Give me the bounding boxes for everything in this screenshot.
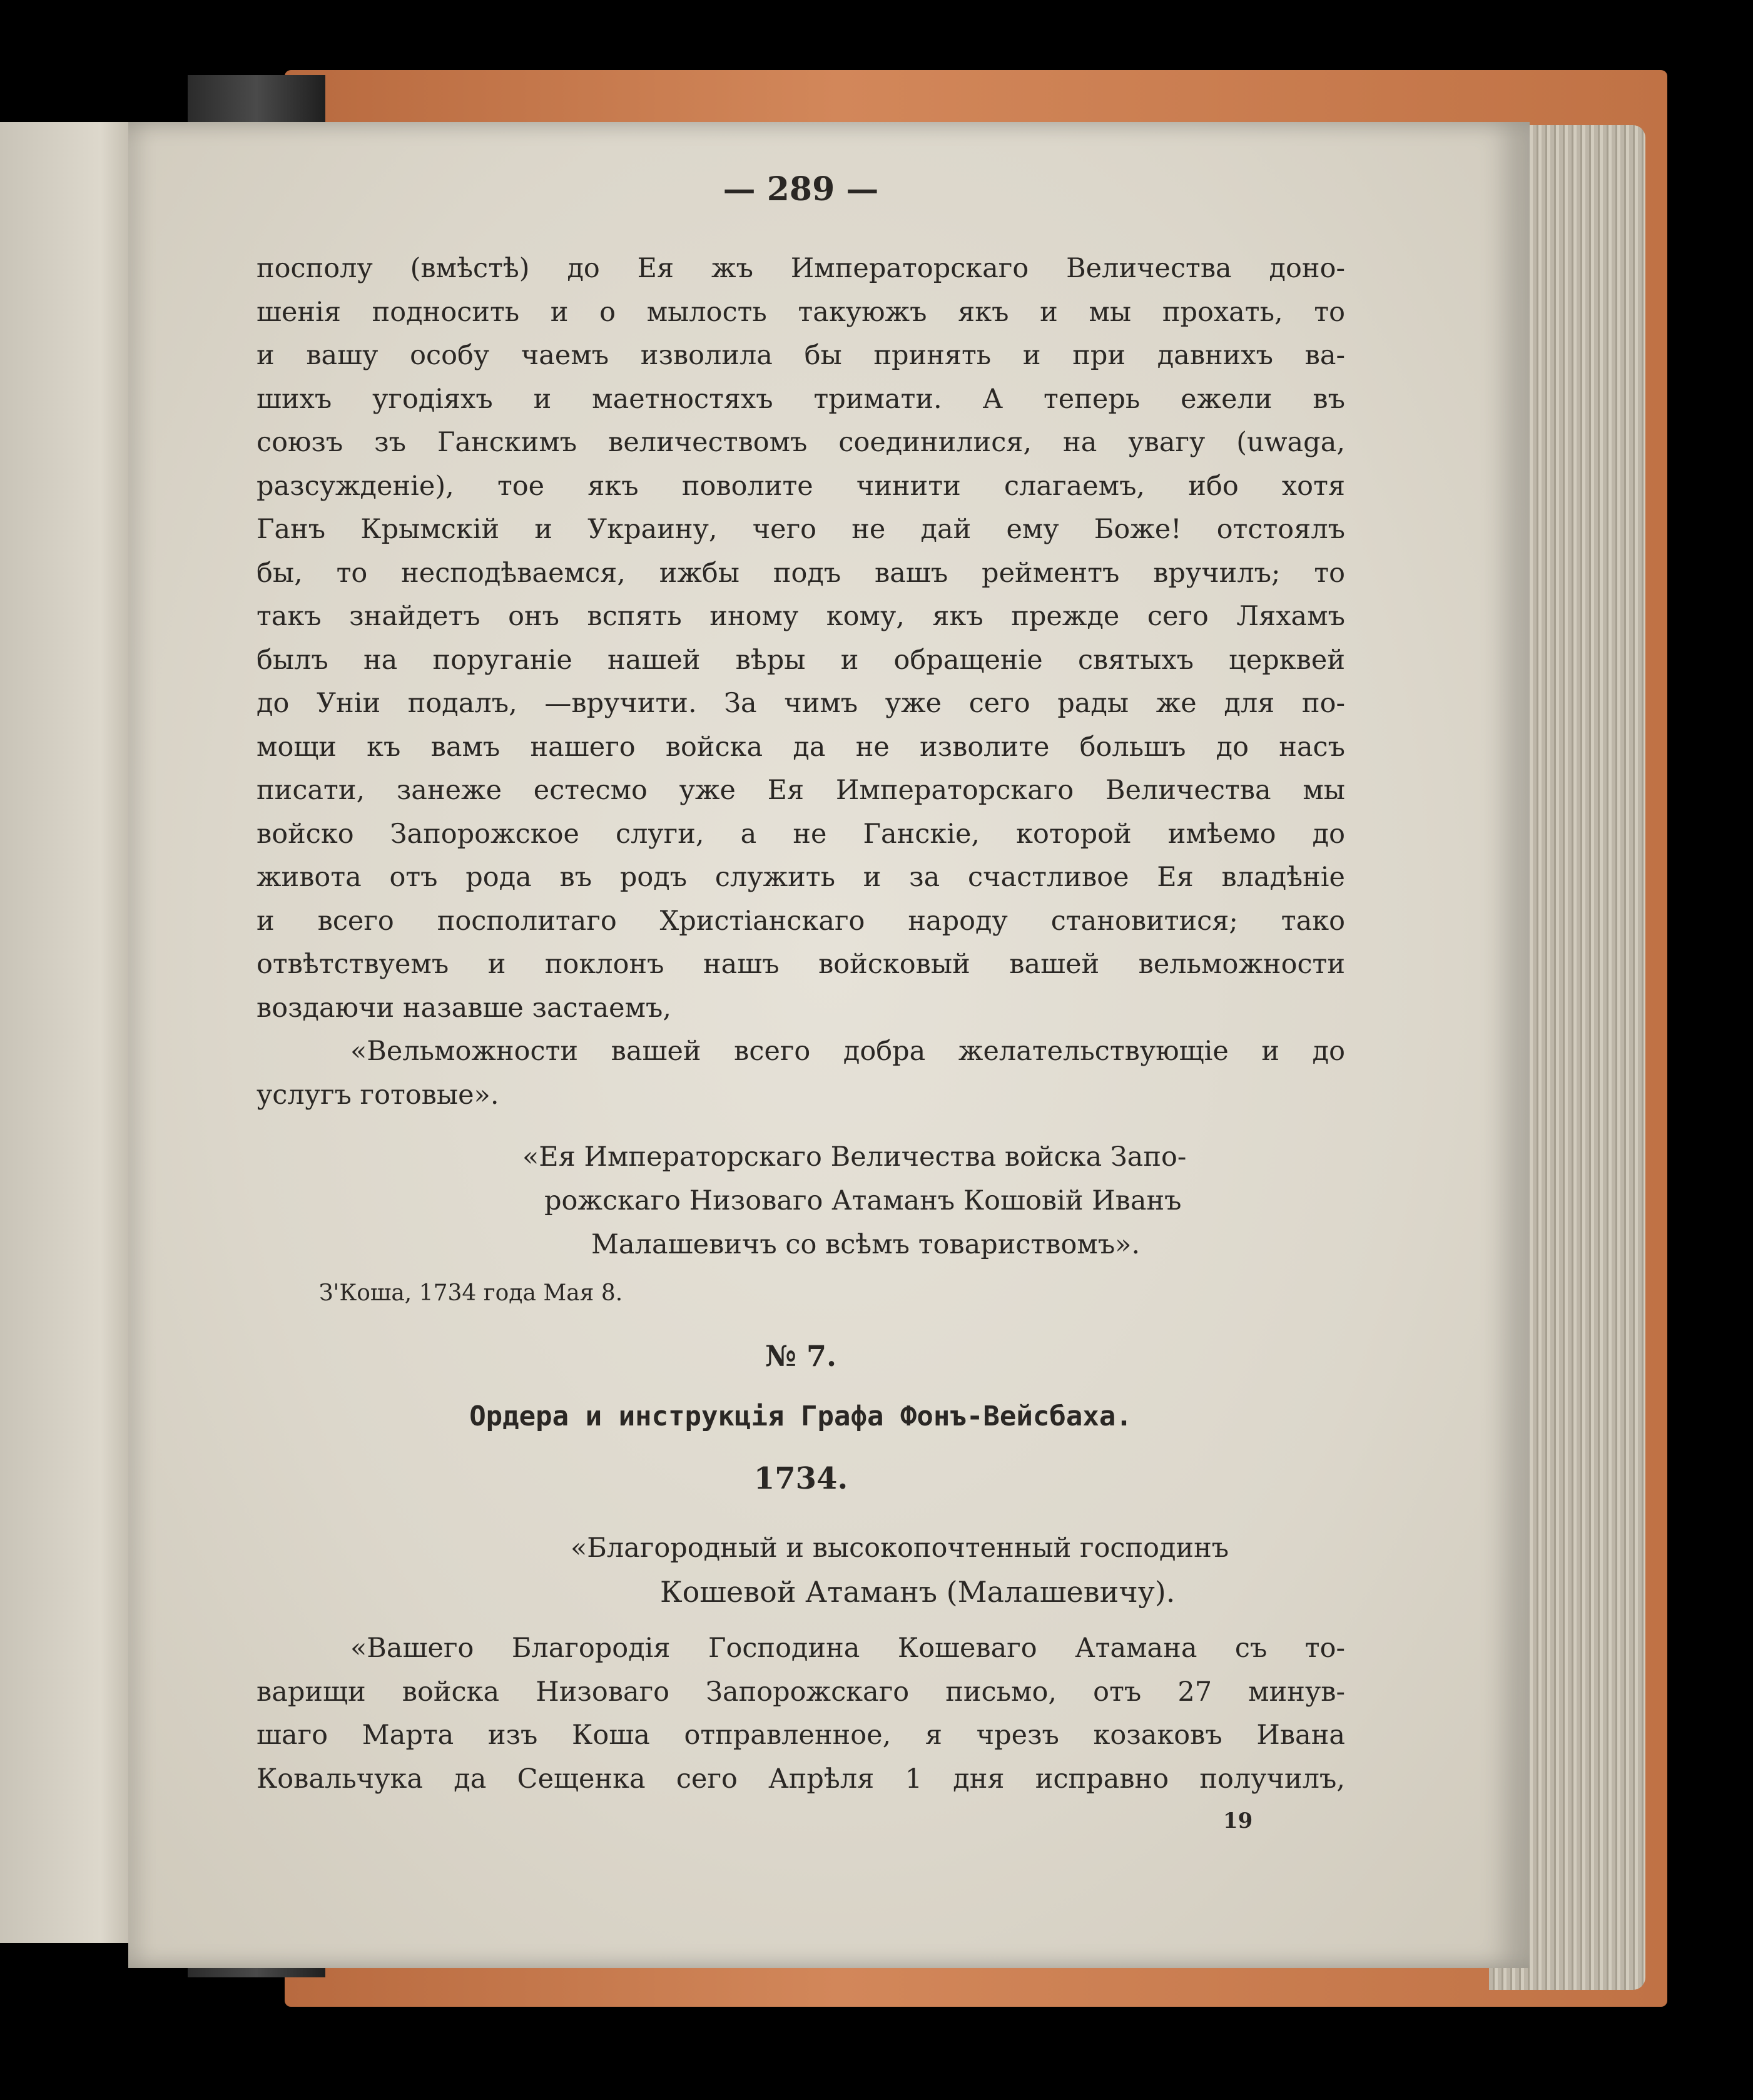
text-line: разсужденіе), тое якъ поволите чинити слагаемъ, ибо хотя [257, 470, 1345, 502]
left-page-edge [0, 122, 144, 1943]
text-line: бы, то несподѣваемся, ижбы подъ вашъ рейментъ вручилъ; то [257, 557, 1345, 589]
text-line: шихъ угодіяхъ и маетностяхъ тримати. А теперь ежели въ [257, 383, 1345, 415]
closing-line: услугъ готовые». [257, 1079, 499, 1111]
closing-line: «Вельможности вашей всего добра желательствующіе и до [350, 1036, 1345, 1067]
address-line: Кошевой Атаманъ (Малашевичу). [660, 1575, 1176, 1609]
letter1-body [257, 247, 1345, 1117]
text-line: писати, занеже естесмо уже Ея Императорскаго Величества мы [257, 775, 1345, 806]
text-line: посполу (вмѣстѣ) до Ея жъ Императорскаго Величества доно- [257, 253, 1345, 284]
text-line: мощи къ вамъ нашего войска да не изволите большъ до насъ [257, 731, 1345, 763]
text-line: «Вашего Благородія Господина Кошеваго Атамана съ то- [350, 1633, 1345, 1664]
signature-line: рожскаго Низоваго Атаманъ Кошовій Иванъ [544, 1185, 1182, 1216]
address-line: «Благородный и высокопочтенный господинъ [571, 1532, 1229, 1564]
text-line: воздаючи назавше застаемъ, [257, 992, 672, 1024]
text-line: варищи войска Низоваго Запорожскаго письмо, отъ 27 минув- [257, 1676, 1345, 1708]
signature-mark: 19 [1223, 1808, 1253, 1833]
document-number: № 7. [765, 1339, 837, 1373]
text-line: такъ знайдетъ онъ вспять иному кому, якъ прежде сего Ляхамъ [257, 601, 1345, 632]
section-year: 1734. [753, 1461, 848, 1496]
text-line: союзъ зъ Ганскимъ величествомъ соединилися, на увагу (uwaga, [257, 427, 1345, 458]
text-line: шенія подносить и о мылость такуюжъ якъ и мы прохать, то [257, 296, 1345, 328]
text-line: Ковальчука да Сещенка сего Апрѣля 1 дня исправно получилъ, [257, 1763, 1345, 1795]
text-line: до Уніи подалъ, —вручити. За чимъ уже сего рады же для по- [257, 688, 1345, 719]
page-number: — 289 — [723, 170, 879, 208]
signature-line: Малашевичъ со всѣмъ товариствомъ». [591, 1229, 1141, 1260]
text-line: и всего посполитаго Христіанскаго народу становитися; тако [257, 905, 1345, 937]
text-line: Ганъ Крымскій и Украину, чего не дай ему Боже! отстоялъ [257, 514, 1345, 545]
text-line: отвѣтствуемъ и поклонъ нашъ войсковый вашей вельможности [257, 949, 1345, 980]
letter2-body [257, 1627, 1345, 1801]
place-date: З'Коша, 1734 года Мая 8. [319, 1280, 623, 1306]
signature-line: «Ея Императорскаго Величества войска Запо- [522, 1141, 1187, 1173]
text-line: былъ на поруганіе нашей вѣры и обращеніе святыхъ церквей [257, 644, 1345, 676]
text-line: шаго Марта изъ Коша отправленное, я чрезъ козаковъ Ивана [257, 1720, 1345, 1751]
section-title: Ордера и инструкція Графа Фонъ-Вейсбаха. [469, 1400, 1132, 1432]
text-line: живота отъ рода въ родъ служить и за счастливое Ея владѣніе [257, 862, 1345, 893]
text-line: и вашу особу чаемъ изволила бы принять и при давнихъ ва- [257, 340, 1345, 371]
text-line: войско Запорожское слуги, а не Ганскіе, которой имѣемо до [257, 818, 1345, 850]
